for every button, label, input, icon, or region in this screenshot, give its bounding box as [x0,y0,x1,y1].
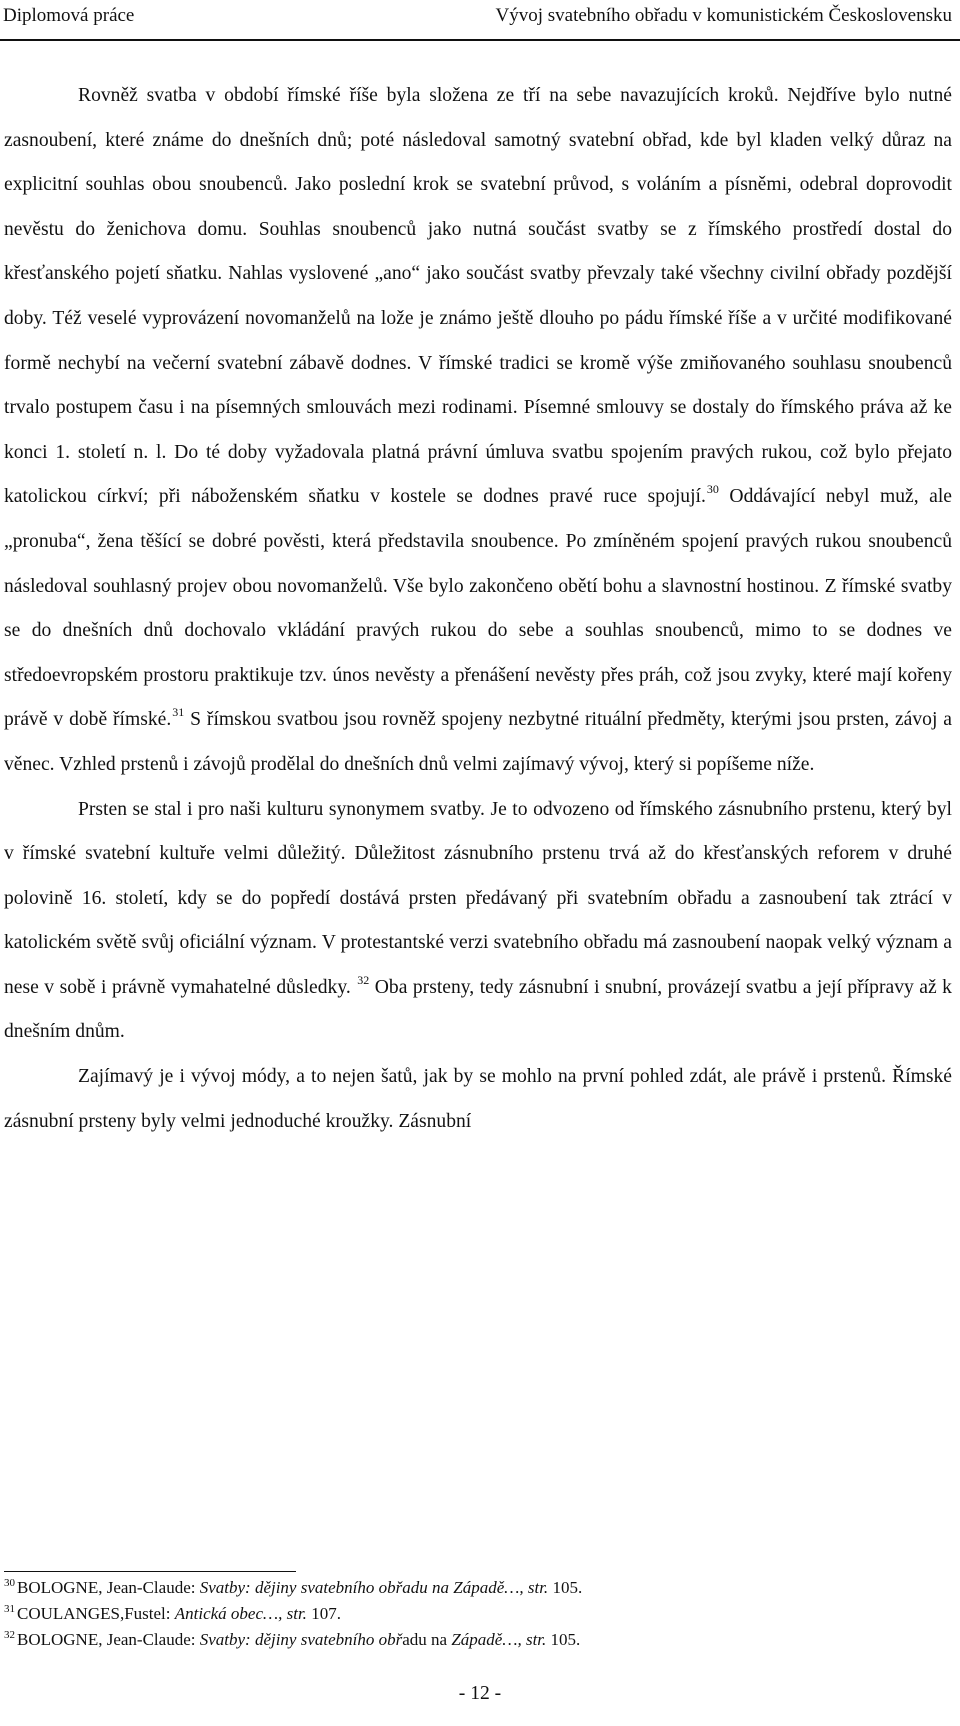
main-text [4,74,952,1144]
footnote-ref-32: 32 [357,972,370,987]
footnote-ref-30: 30 [706,482,719,497]
footnote-title: Svatby: dějiny svatebního obřadu na Západě…, str. [199,1578,549,1597]
footnote-title: Antická obec…, str. [174,1604,307,1623]
paragraph-ring [4,788,952,1056]
footnote-page: 105. [546,1630,581,1649]
footnote-text: COULANGES,Fustel: [17,1604,175,1623]
text-run: Zajímavý je i vývoj módy, a to nejen šatů, jak by se mohlo na první pohled zdát, ale právě i prstenů. Římské zásnubní prsteny byly velmi jednoduché kroužky. Zásnubní [4,1066,952,1132]
header-thesis-type: Diplomová práce [3,5,135,26]
footnote-number: 32 [4,1629,15,1641]
text-run: S římskou svatbou jsou rovněž spojeny nezbytné rituální předměty, kterými jsou prsten, závoj a věnec. Vzhled prstenů i závojů prodělal do dnešních dnů velmi zajímavý vývoj, který si popíšeme níže. [4,709,952,775]
header-thesis-title: Vývoj svatebního obřadu v komunistickém Československu [495,5,952,26]
text-run: Oba prsteny, tedy zásnubní i snubní, provázejí svatbu a její přípravy až k dnešním dnům. [4,976,952,1043]
footnote-31 [4,1601,944,1627]
footnote-number: 30 [4,1577,15,1589]
footnote-page: 105. [548,1578,583,1597]
footnote-title: Svatby: dějiny svatebního obř [199,1630,403,1649]
footnote-page: 107. [306,1604,341,1623]
footnote-text: adu na [402,1630,452,1649]
footnote-30 [4,1575,944,1601]
text-run: Oddávající nebyl muž, ale „pronuba“, žena těšící se dobré pověsti, která představila snoubence. Po zmíněném spojení pravých rukou snoubenců následoval souhlasný projev obou novomanželů. Vše bylo zakončeno obětí bohu a slavnostní hostinou. Z římské svatby se do dnešních dnů dochovalo vkládání pravých rukou do sebe a souhlas snoubenců, mimo to se dodnes ve středoevropském prostoru praktikuje tzv. únos nevěsty a přenášení nevěsty přes práh, což jsou zvyky, které mají kořeny právě v době římské. [4,486,952,731]
footnote-title: Západě…, str. [451,1630,547,1649]
footnotes [4,1575,944,1653]
footnote-separator [4,1571,296,1572]
footnote-text: BOLOGNE, Jean-Claude: [17,1578,200,1597]
footnote-ref-31: 31 [172,705,185,720]
paragraph-fashion [4,1055,952,1144]
text-run: Rovněž svatba v období římské říše byla složena ze tří na sebe navazujících kroků. Nejdříve bylo nutné zasnoubení, které známe do dnešních dnů; poté následoval samotný svatební obřad, kde byl kladen velký důraz na explicitní souhlas obou snoubenců. Jako poslední krok se svatební průvod, s voláním a písněmi, odebral doprovodit nevěstu do ženichova domu. Souhlas snoubenců jako nutná součást svatby se z římského prostředí dostal do křesťanského pojetí sňatku. Nahlas vyslovené „ano“ jako součást svatby převzaly také všechny civilní obřady pozdější doby. Též veselé vyprovázení novomanželů na lože je známo ještě dlouho po pádu římské říše a v určité modifikované formě nechybí na večerní svatební zábavě dodnes. V římské tradici se kromě výše zmiňovaného souhlasu snoubenců trvalo postupem času i na písemných smlouvách mezi rodinami. Písemné smlouvy se dostaly do římského práva až ke konci 1. století n. l. Do té doby vyžadovala platná právní úmluva svatbu spojením pravých rukou, což bylo přejato katolickou církví; při náboženském sňatku v kostele se dodnes pravé ruce spojují. [4,85,952,508]
footnote-text: BOLOGNE, Jean-Claude: [17,1630,200,1649]
text-run: Prsten se stal i pro naši kulturu synonymem svatby. Je to odvozeno od římského zásnubního prstenu, který byl v římské svatební kultuře velmi důležitý. Důležitost zásnubního prstenu trvá až do křesťanských reforem v druhé polovině 16. století, kdy se do popředí dostává prsten předávaný při svatebním obřadu a zasnoubení tak ztrácí v katolickém světě svůj oficiální význam. V protestantské verzi svatebního obřadu má zasnoubení naopak velký význam a nese v sobě i právně vymahatelné důsledky. [4,798,952,998]
running-header [0,0,960,28]
page-number: - 12 - [458,1683,502,1704]
header-rule [0,39,960,41]
footnote-32 [4,1627,944,1653]
paragraph-roman-wedding [4,74,952,788]
footnote-number: 31 [4,1603,15,1615]
